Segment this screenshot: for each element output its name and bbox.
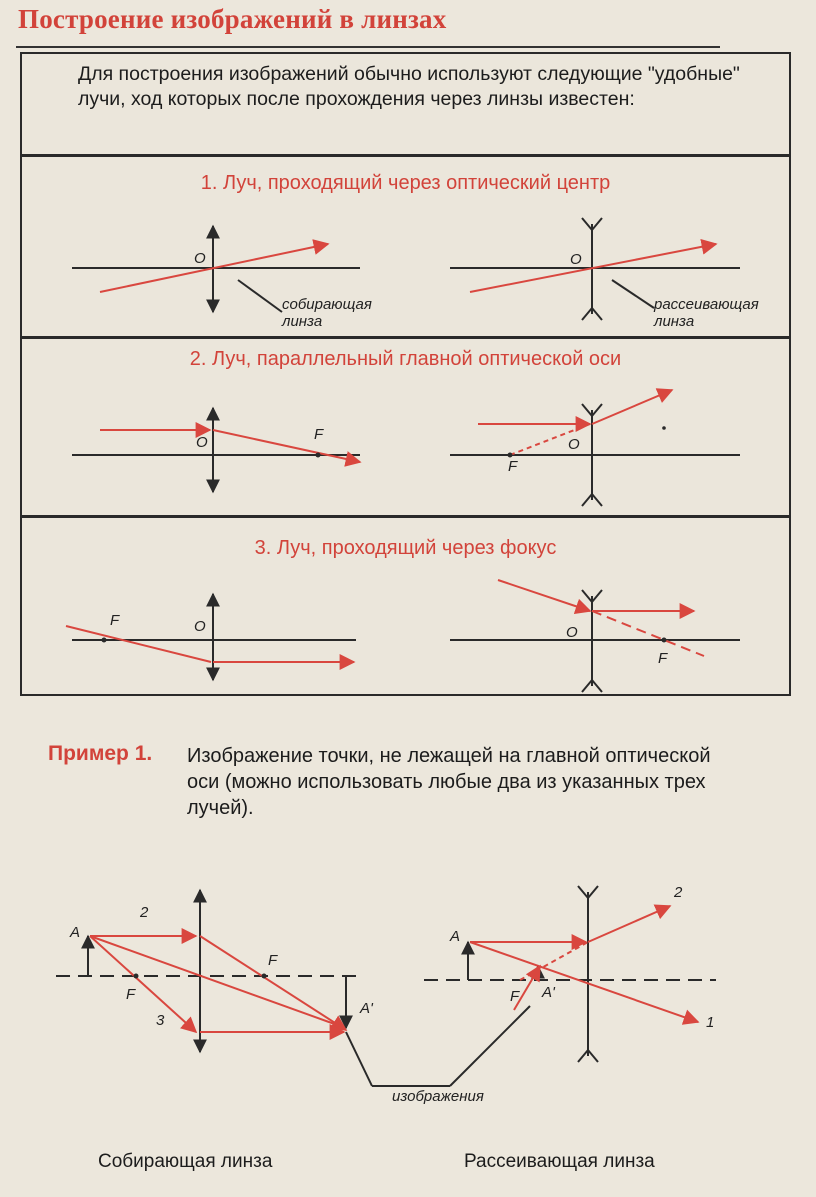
- label-o: O: [570, 251, 582, 268]
- refracted-ray: [213, 430, 360, 462]
- virtual-extension: [520, 942, 588, 980]
- example-diverging-diagram: [346, 886, 716, 1086]
- intro-text: Для построения изображений обычно используют следующие "удобные" лучи, ход которых после прохождения через линзы известен:: [78, 63, 740, 110]
- focus-point: [662, 638, 667, 643]
- example-converging-diagram: [56, 890, 360, 1052]
- label-f: F: [110, 612, 120, 629]
- label-f: F: [268, 952, 278, 969]
- label-o: O: [194, 250, 206, 267]
- label-f: F: [314, 426, 324, 443]
- label-converging-line2: линза: [282, 313, 323, 330]
- label-leader: [612, 280, 654, 308]
- label-ray-3: 3: [156, 1012, 165, 1029]
- label-diverging-lens: [654, 296, 759, 330]
- ray-3-through-focus: [90, 936, 196, 1032]
- label-ray-2: 2: [674, 884, 683, 901]
- label-f: F: [510, 988, 520, 1005]
- focus-point: [316, 453, 321, 458]
- section-2-title: 2. Луч, параллельный главной оптической оси: [189, 348, 622, 370]
- label-f: F: [508, 458, 518, 475]
- ray-through-focus-incoming: [66, 626, 211, 662]
- ray-1-through-center: [90, 936, 340, 1026]
- label-a: A: [450, 928, 461, 945]
- section-3-diverging-diagram: [450, 580, 740, 692]
- label-o: O: [566, 624, 578, 641]
- focus-point: [102, 638, 107, 643]
- label-ray-2: 2: [140, 904, 149, 921]
- label-diverging-line1: рассеивающая: [654, 296, 759, 313]
- label-converging-lens: [282, 296, 372, 330]
- label-o: O: [194, 618, 206, 635]
- focus-point-left: [134, 974, 139, 979]
- section-3-title: 3. Луч, проходящий через фокус: [254, 537, 557, 559]
- ray-1-through-center: [470, 942, 698, 1022]
- ray-toward-focus: [498, 580, 590, 611]
- page-title: Построение изображений в линзах: [18, 4, 447, 34]
- diverged-ray: [592, 390, 672, 424]
- label-diverging-line2: линза: [654, 313, 695, 330]
- label-f: F: [126, 986, 136, 1003]
- label-converging-line1: собирающая: [282, 296, 372, 313]
- dot: [662, 426, 666, 430]
- section-3-converging-diagram: [66, 594, 356, 680]
- label-a-prime: A': [360, 1000, 373, 1017]
- section-1-title: 1. Луч, проходящий через оптический центр: [200, 172, 611, 194]
- example-label: Пример 1.: [48, 742, 153, 765]
- label-f: F: [658, 650, 668, 667]
- label-leader: [346, 1032, 372, 1086]
- label-image: изображения: [392, 1088, 484, 1105]
- ray-2-diverged: [588, 906, 670, 942]
- label-o: O: [568, 436, 580, 453]
- caption-diverging: Рассеивающая линза: [464, 1151, 655, 1172]
- label-ray-1: 1: [706, 1014, 715, 1031]
- label-leader: [450, 1006, 530, 1086]
- focus-point: [508, 453, 513, 458]
- example-text: Изображение точки, не лежащей на главной оптической оси (можно использовать любые два из указанных трех лучей).: [187, 745, 711, 819]
- section-2-converging-diagram: [72, 408, 360, 492]
- ray-extension: [592, 611, 704, 656]
- label-leader: [238, 280, 282, 312]
- label-a: A: [70, 924, 81, 941]
- section-2-diverging-diagram: [450, 390, 740, 506]
- label-a-prime: A': [542, 984, 555, 1001]
- label-o: O: [196, 434, 208, 451]
- focus-point-right: [262, 974, 267, 979]
- caption-converging: Собирающая линза: [98, 1151, 273, 1172]
